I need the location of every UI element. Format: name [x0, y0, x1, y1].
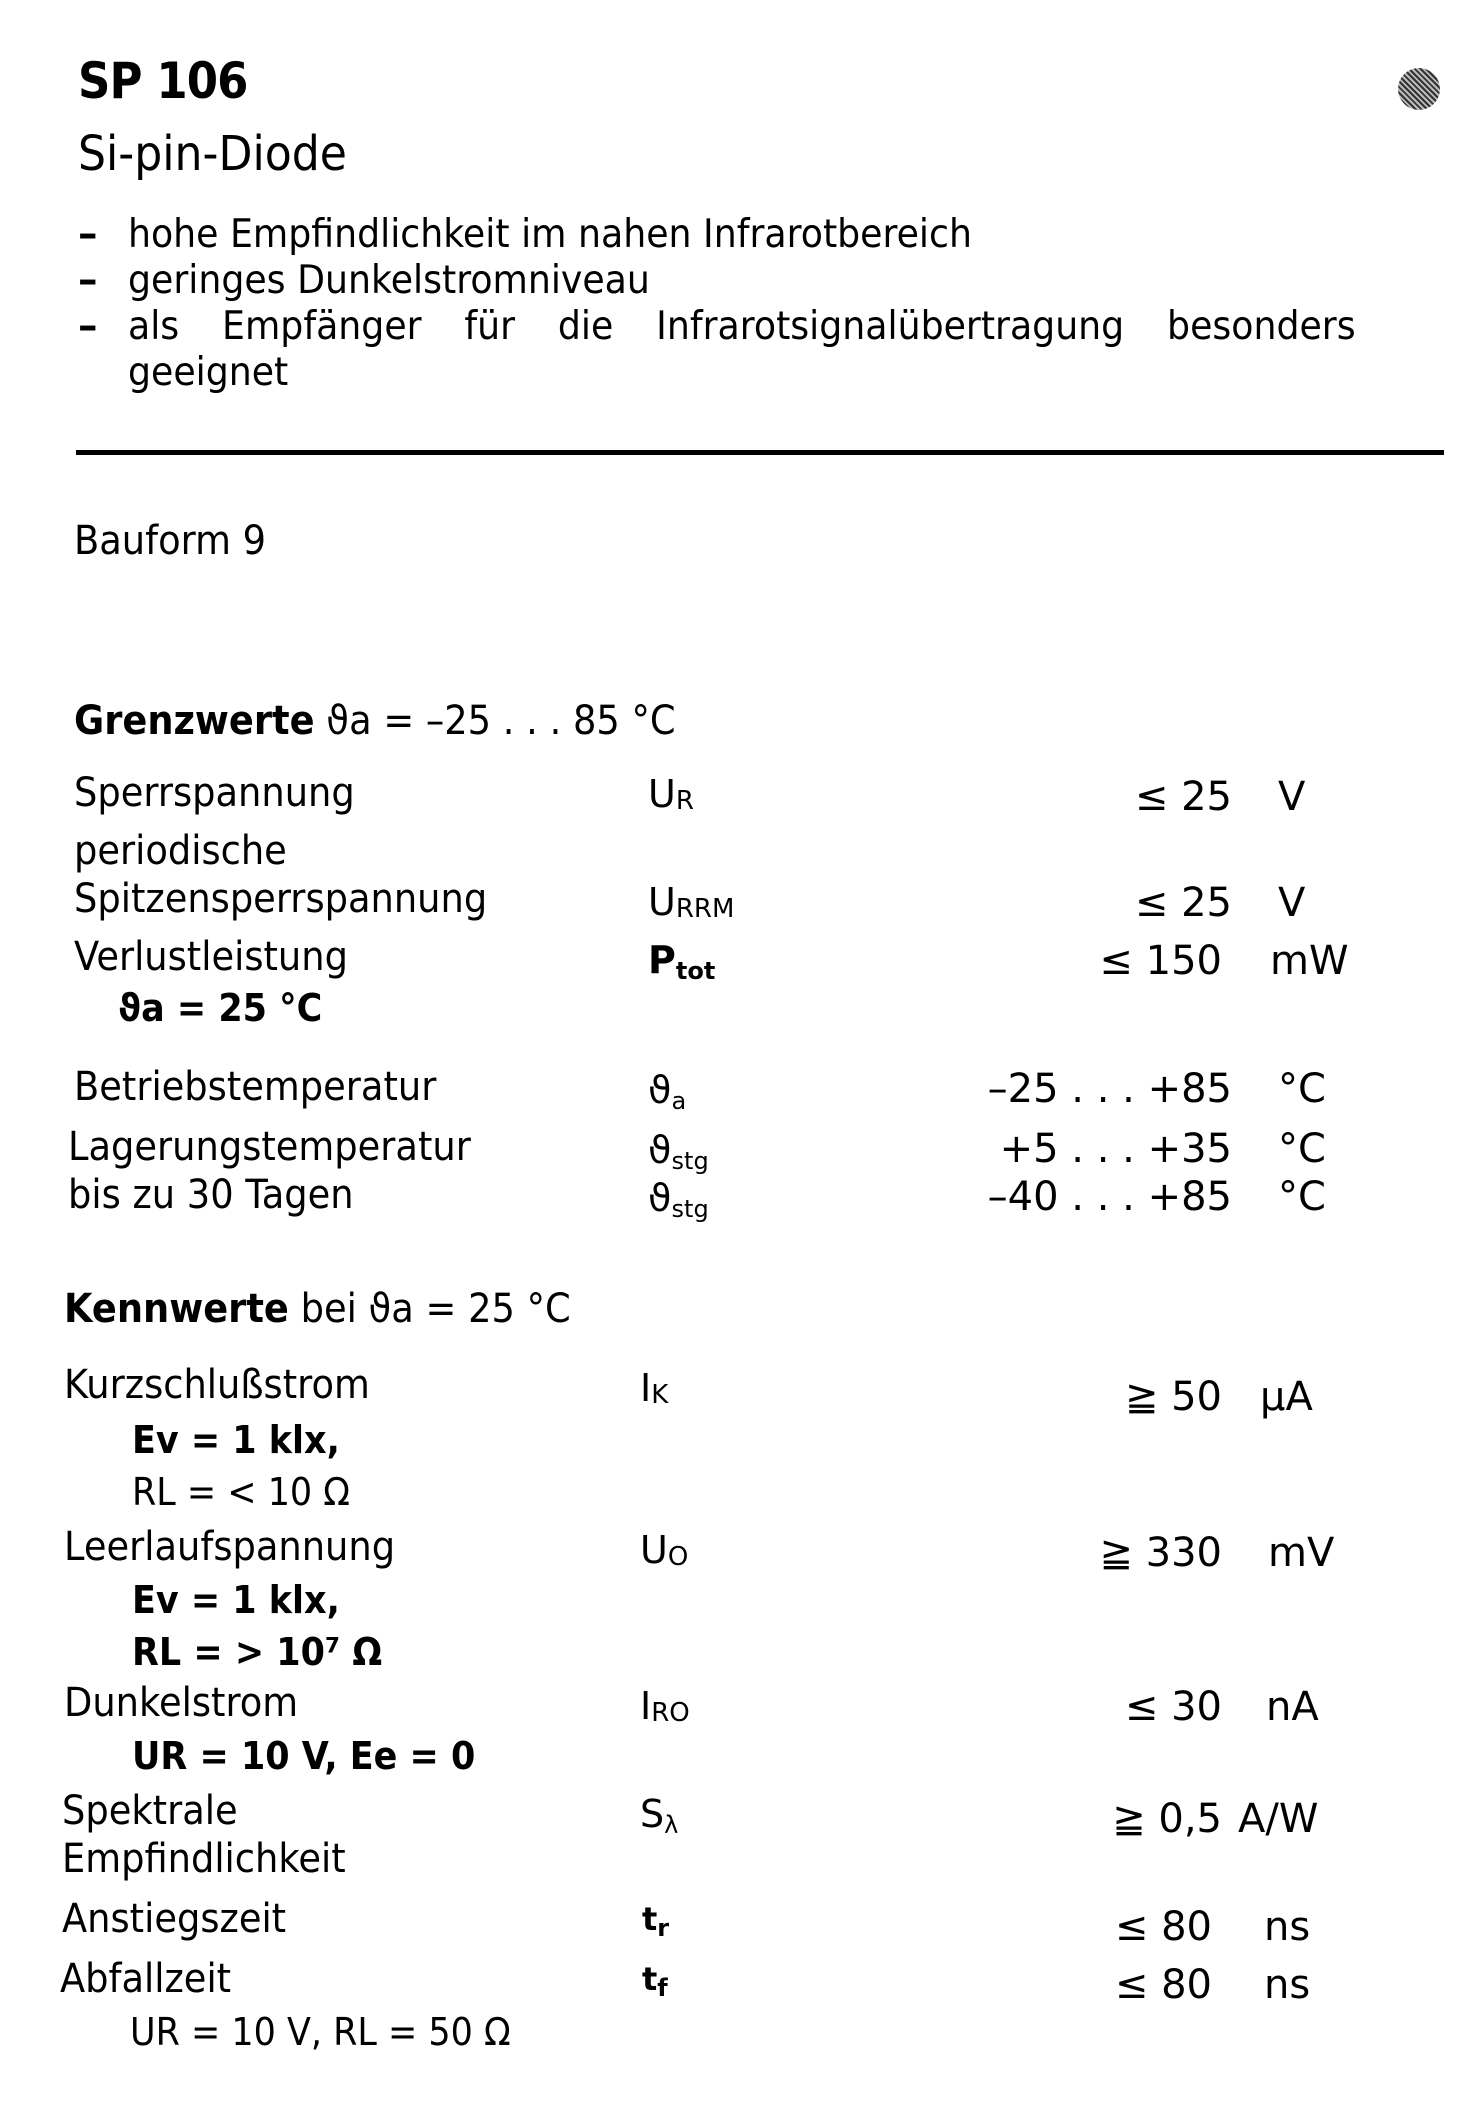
limit-value: –40 . . . +85	[987, 1174, 1232, 1220]
limit-unit: °C	[1278, 1126, 1326, 1172]
limit-label: Sperrspannung	[74, 770, 355, 816]
char-unit: nA	[1266, 1684, 1319, 1730]
symbol-sub: O	[667, 1542, 689, 1572]
char-label: Leerlaufspannung	[64, 1524, 396, 1570]
char-value: ≤ 30	[1124, 1684, 1222, 1730]
limit-symbol	[648, 1068, 686, 1115]
char-label: Dunkelstrom	[64, 1680, 299, 1726]
limit-unit: °C	[1278, 1174, 1326, 1220]
char-condition: RL = < 10 Ω	[132, 1470, 351, 1514]
symbol-main: t	[642, 1960, 658, 1998]
feature-text: geringes Dunkelstromniveau	[128, 258, 650, 303]
limit-unit: V	[1278, 774, 1306, 820]
char-symbol	[642, 1900, 669, 1942]
characteristics-heading-condition: bei ϑa = 25 °C	[300, 1286, 571, 1332]
char-unit: µA	[1260, 1374, 1313, 1420]
limit-value: ≤ 25	[1134, 880, 1232, 926]
section-divider	[76, 450, 1444, 455]
limit-unit: °C	[1278, 1066, 1326, 1112]
char-unit: ns	[1264, 1962, 1311, 2008]
feature-item	[78, 212, 1448, 258]
symbol-sub: λ	[664, 1811, 679, 1839]
limits-heading-label: Grenzwerte	[74, 698, 315, 744]
limit-symbol	[648, 880, 734, 924]
char-symbol	[640, 1684, 690, 1728]
symbol-main: S	[640, 1792, 665, 1836]
feature-item	[78, 258, 1448, 304]
char-symbol	[640, 1792, 678, 1839]
char-unit: mV	[1268, 1530, 1335, 1576]
limit-label: periodische	[74, 828, 287, 874]
symbol-main: ϑ	[648, 1128, 672, 1172]
char-condition: Ev = 1 klx,	[132, 1418, 340, 1462]
part-type-subtitle: Si-pin-Diode	[78, 126, 347, 182]
characteristics-heading-label: Kennwerte	[64, 1286, 289, 1332]
limit-symbol	[648, 1176, 709, 1223]
symbol-sub: f	[657, 1974, 668, 2002]
char-value: ≧ 330	[1099, 1530, 1222, 1576]
part-number-title: SP 106	[78, 52, 248, 110]
bullet-dash: –	[78, 258, 98, 303]
symbol-main: I	[640, 1366, 652, 1410]
package-type: Bauform 9	[74, 518, 267, 564]
symbol-sub: r	[657, 1914, 670, 1942]
char-condition: UR = 10 V, Ee = 0	[132, 1734, 476, 1778]
limit-unit: mW	[1270, 938, 1349, 984]
bullet-dash: –	[78, 304, 98, 349]
gray-dot-marker-icon	[1398, 68, 1440, 110]
limit-unit: V	[1278, 880, 1306, 926]
limits-heading	[74, 698, 676, 744]
limit-value: ≤ 150	[1099, 938, 1222, 984]
char-value: ≧ 50	[1124, 1374, 1222, 1420]
char-label: Spektrale	[62, 1788, 238, 1834]
limit-label: Betriebstemperatur	[74, 1064, 437, 1110]
char-value: ≤ 80	[1114, 1904, 1212, 1950]
char-label: Anstiegszeit	[62, 1896, 287, 1942]
char-condition: Ev = 1 klx,	[132, 1578, 340, 1622]
char-label-cont: Empfindlichkeit	[62, 1836, 346, 1882]
char-unit: ns	[1264, 1904, 1311, 1950]
limit-value: –25 . . . +85	[987, 1066, 1232, 1112]
feature-list	[78, 212, 1448, 396]
char-value: ≧ 0,5	[1112, 1796, 1222, 1842]
limit-label-cont: Spitzensperrspannung	[74, 876, 488, 922]
limit-condition: ϑa = 25 °C	[118, 986, 323, 1030]
symbol-main: I	[640, 1684, 652, 1728]
symbol-sub: tot	[675, 957, 716, 985]
char-condition: RL = > 10⁷ Ω	[132, 1630, 383, 1674]
feature-item	[78, 304, 1448, 396]
limit-label: Verlustleistung	[74, 934, 348, 980]
limit-label: bis zu 30 Tagen	[68, 1172, 354, 1218]
char-symbol	[640, 1528, 688, 1572]
symbol-sub: R	[675, 786, 694, 816]
limit-symbol	[648, 1128, 709, 1175]
symbol-main: U	[648, 880, 676, 924]
symbol-sub: stg	[671, 1147, 709, 1175]
characteristics-heading	[64, 1286, 571, 1332]
feature-text: hohe Empfindlichkeit im nahen Infrarotbereich	[128, 212, 972, 257]
symbol-sub: a	[671, 1087, 687, 1115]
limit-symbol	[648, 772, 694, 816]
bullet-dash: –	[78, 212, 98, 257]
limit-symbol	[648, 938, 715, 985]
symbol-main: ϑ	[648, 1176, 672, 1220]
symbol-sub: K	[651, 1380, 669, 1410]
symbol-main: ϑ	[648, 1068, 672, 1112]
char-unit: A/W	[1238, 1796, 1319, 1842]
feature-text: als Empfänger für die Infrarotsignalübertragung besonders geeignet	[128, 304, 1356, 395]
symbol-sub: RO	[651, 1698, 690, 1728]
limits-heading-condition: ϑa = –25 . . . 85 °C	[326, 698, 676, 744]
limit-value: +5 . . . +35	[999, 1126, 1232, 1172]
char-symbol	[642, 1960, 668, 2002]
symbol-main: P	[648, 938, 676, 982]
limit-label: Lagerungstemperatur	[68, 1124, 471, 1170]
symbol-sub: stg	[671, 1195, 709, 1223]
symbol-main: U	[640, 1528, 668, 1572]
symbol-main: U	[648, 772, 676, 816]
char-value: ≤ 80	[1114, 1962, 1212, 2008]
symbol-main: t	[642, 1900, 658, 1938]
char-label: Kurzschlußstrom	[64, 1362, 370, 1408]
limit-value: ≤ 25	[1134, 774, 1232, 820]
char-symbol	[640, 1366, 668, 1410]
symbol-sub: RRM	[675, 894, 735, 924]
char-label: Abfallzeit	[60, 1956, 232, 2002]
char-condition: UR = 10 V, RL = 50 Ω	[130, 2010, 511, 2054]
